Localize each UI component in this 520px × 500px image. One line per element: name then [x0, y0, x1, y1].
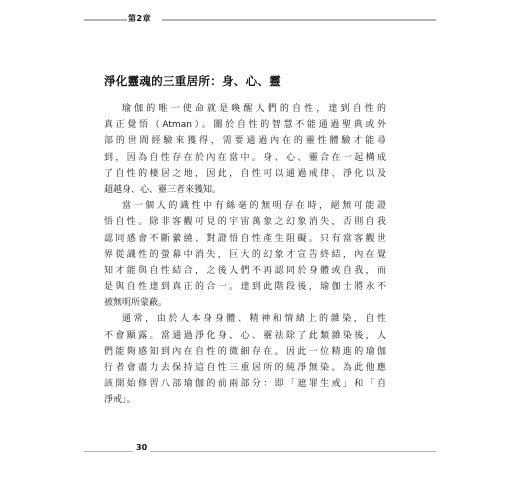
- text-line: 到，因為自性存在於內在當中。身、心、靈合在一起構成: [104, 152, 386, 163]
- text-line: 該開始修習八部瑜伽的前兩部分：即「遮罪生戒」和「自: [104, 379, 386, 390]
- text-line: 了自性的棲居之地，因此，自性可以通過戒律、淨化以及: [104, 168, 386, 179]
- text-line: 通常，由於人本身身體、精神和情緒上的雜染，自性: [122, 314, 386, 325]
- paragraph-2: [104, 198, 386, 311]
- text-line: 部的世間經驗來獲得，需要通過內在的靈性體驗才能尋: [104, 136, 386, 147]
- paragraph-1: [104, 101, 386, 198]
- text-line: 行者會盡力去保持這自性三重居所的純淨無染。為此他應: [104, 363, 386, 373]
- text-line: 超越身、心、靈三者來獲知。: [104, 184, 222, 195]
- text-line: 不會顯露。當通過淨化身、心、靈祛除了此類雜染後，人: [104, 330, 386, 341]
- paragraph-3: [104, 311, 386, 408]
- section-title: 淨化靈魂的三重居所：身、心、靈: [104, 74, 281, 88]
- text-line: 被無明所蒙蔽。: [104, 298, 168, 309]
- text-line: 瑜伽的唯一使命就是喚醒人們的自性，達到自性的: [122, 104, 386, 114]
- text-line: 悟自性。除非客觀可見的宇宙萬象之幻象消失，否則自我: [104, 217, 386, 228]
- text-line: 是與自性達到真正的合一。達到此階段後，瑜伽士將永不: [104, 282, 386, 293]
- text-line: 真正覺悟（Atman）。關於自性的智慧不能通過聖典或外: [104, 120, 386, 131]
- text-line: 淨戒」。: [104, 395, 136, 406]
- text-line: 們能夠感知到內在自性的微細存在。因此一位精進的瑜伽: [104, 346, 386, 357]
- body-text: [104, 101, 386, 409]
- chapter-label: 第2章: [128, 14, 152, 23]
- text-line: 認同感會不斷縈繞、對證悟自性產生阻礙。只有當客觀世: [104, 233, 386, 244]
- text-line: 當一個人的識性中有絲毫的無明存在時，絕無可能證: [122, 201, 386, 212]
- text-line: 知才能與自性結合，之後人們不再認同於身體或自我，而: [104, 265, 386, 276]
- text-line: 界從識性的螢幕中消失，巨大的幻象才宣告終結，內在覺: [104, 249, 386, 260]
- page-number: 30: [133, 442, 150, 454]
